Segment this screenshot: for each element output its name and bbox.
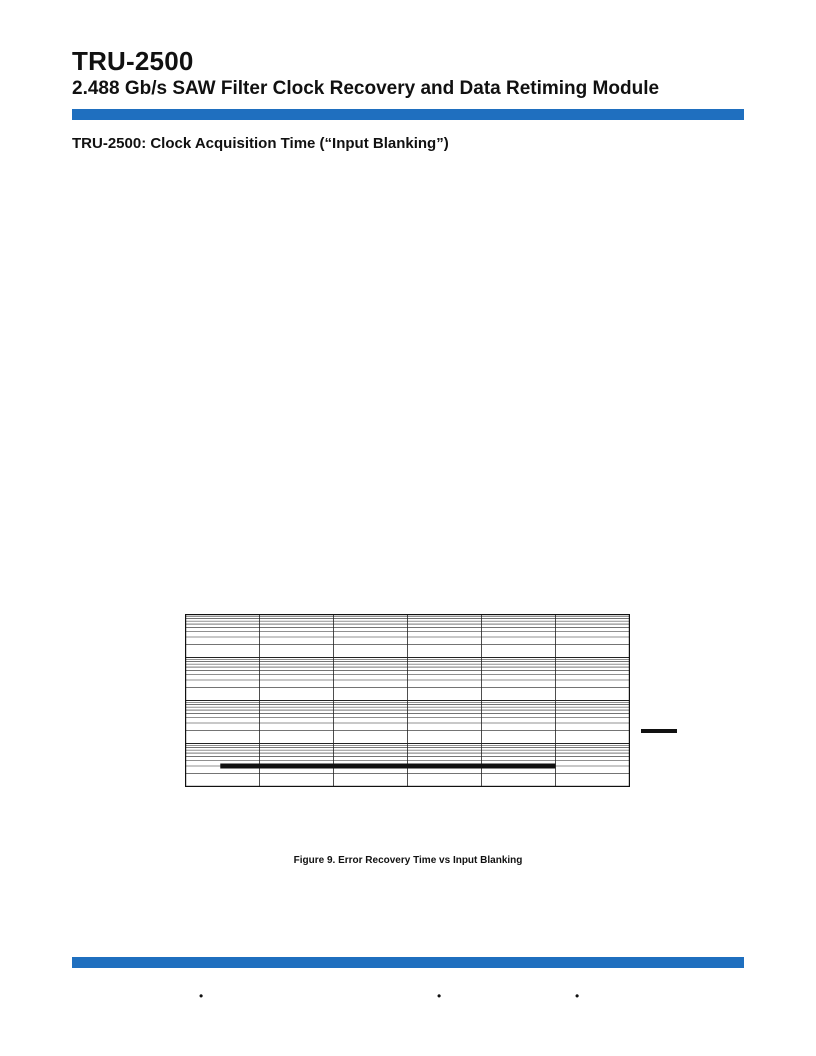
section-heading: TRU-2500: Clock Acquisition Time (“Input Blanking”)	[72, 135, 449, 152]
footer-bullet-2: •	[437, 989, 442, 1003]
product-subtitle: 2.488 Gb/s SAW Filter Clock Recovery and Data Retiming Module	[72, 78, 660, 99]
figure-caption: Figure 9. Error Recovery Time vs Input Blanking	[293, 855, 523, 866]
legend-swatch	[641, 729, 677, 733]
product-title: TRU-2500	[72, 46, 194, 76]
footer-rule	[72, 957, 744, 968]
error-recovery-chart	[185, 614, 630, 787]
header-rule	[72, 109, 744, 120]
footer-bullet-1: •	[199, 989, 204, 1003]
footer-bullet-3: •	[575, 989, 580, 1003]
